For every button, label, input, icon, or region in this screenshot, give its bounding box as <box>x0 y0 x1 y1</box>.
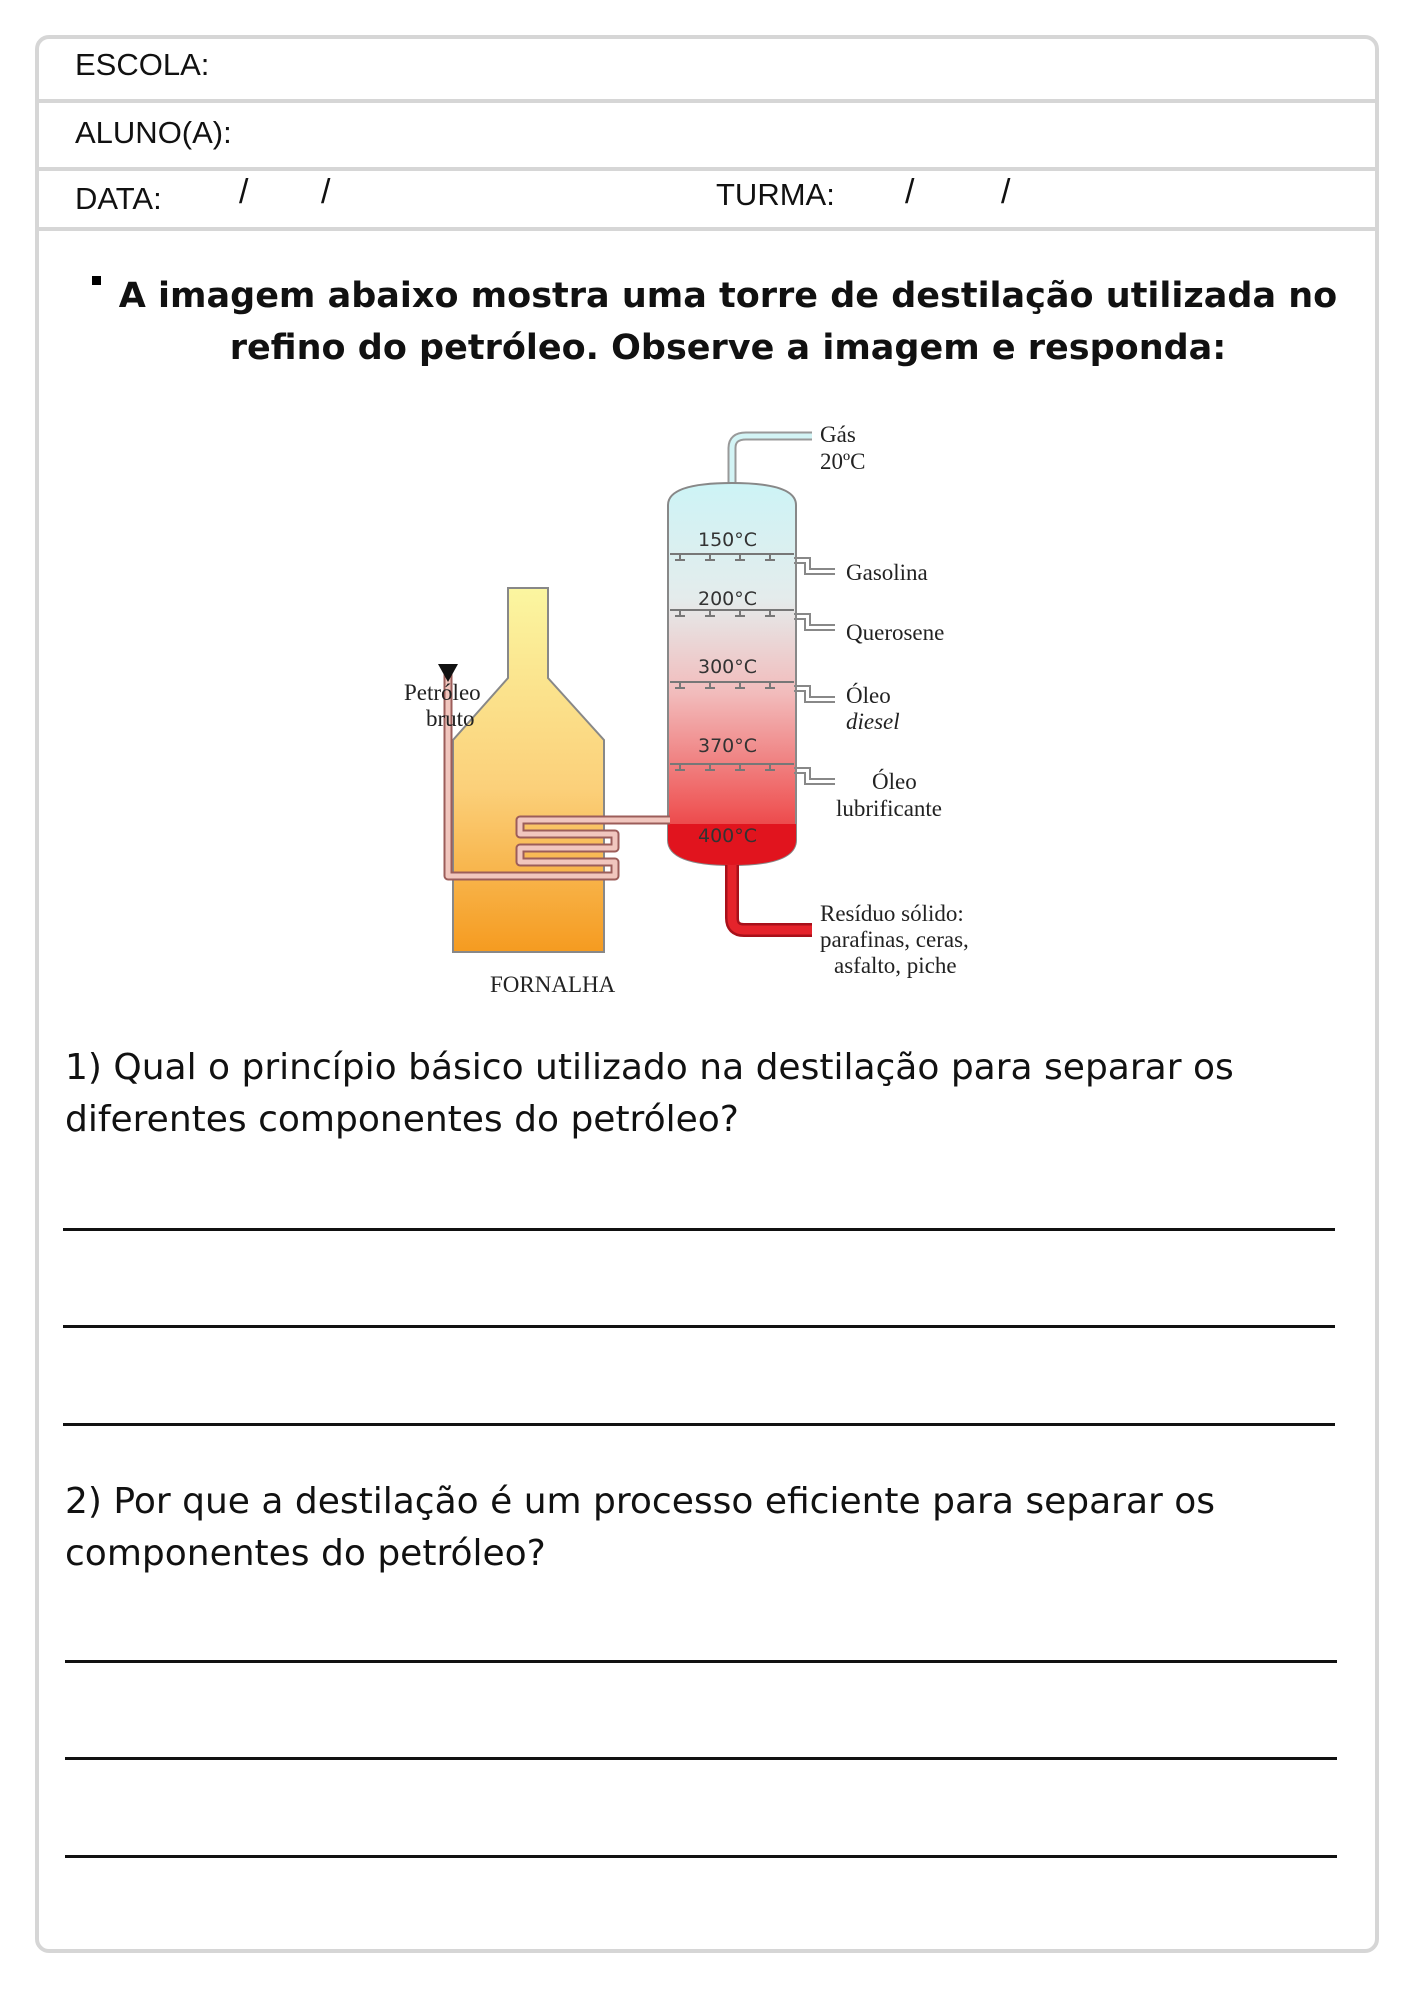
question-2: 2) Por que a destilação é um processo eficiente para separar os componentes do petróleo? <box>65 1481 1216 1574</box>
date-row <box>39 171 1375 231</box>
outlet-pipes <box>794 558 835 784</box>
gasoline-label: Gasolina <box>846 560 928 585</box>
residue-label: asfalto, piche <box>834 953 957 978</box>
student-row <box>39 103 1375 171</box>
answer-line[interactable] <box>65 1855 1337 1858</box>
instruction-text: A imagem abaixo mostra uma torre de destilação utilizada no refino do petróleo. Observe a imagem e responda: <box>118 276 1338 368</box>
residue-label: Resíduo sólido: <box>820 901 964 926</box>
answer-line[interactable] <box>63 1228 1335 1231</box>
kerosene-label: Querosene <box>846 620 945 645</box>
answer-line[interactable] <box>65 1660 1337 1663</box>
answer-line[interactable] <box>63 1423 1335 1426</box>
answer-line[interactable] <box>63 1325 1335 1328</box>
class-slash: / <box>905 173 915 211</box>
residue-pipe <box>732 865 812 930</box>
temp-label: 300°C <box>698 656 758 678</box>
lubricant-label: lubrificante <box>836 796 943 821</box>
gas-label: Gás <box>820 422 856 447</box>
date-slash: / <box>239 173 249 211</box>
bullet-marker <box>92 276 101 285</box>
residue-label: parafinas, ceras, <box>820 927 969 952</box>
temp-label: 150°C <box>698 529 758 551</box>
crude-oil-label: Petróleo <box>404 680 481 705</box>
temp-label: 400°C <box>698 825 758 847</box>
diesel-label: diesel <box>846 709 900 734</box>
class-label: TURMA: <box>716 177 835 212</box>
question-1: 1) Qual o princípio básico utilizado na destilação para separar os diferentes componentes do petróleo? <box>65 1047 1234 1140</box>
diesel-label: Óleo <box>846 683 891 708</box>
date-label: DATA: <box>75 181 162 216</box>
distillation-tower-diagram <box>380 420 1020 1010</box>
furnace-label: FORNALHA <box>490 972 616 997</box>
student-label: ALUNO(A): <box>75 115 232 150</box>
date-slash: / <box>321 173 331 211</box>
school-row <box>39 39 1375 103</box>
lubricant-label: Óleo <box>872 769 917 794</box>
class-slash: / <box>1001 173 1011 211</box>
gas-temp-label: 20ºC <box>820 449 866 474</box>
answer-line[interactable] <box>65 1757 1337 1760</box>
school-label: ESCOLA: <box>75 47 210 82</box>
furnace <box>453 588 604 952</box>
temp-label: 370°C <box>698 735 758 757</box>
crude-oil-label: bruto <box>426 706 475 731</box>
temp-label: 200°C <box>698 588 758 610</box>
